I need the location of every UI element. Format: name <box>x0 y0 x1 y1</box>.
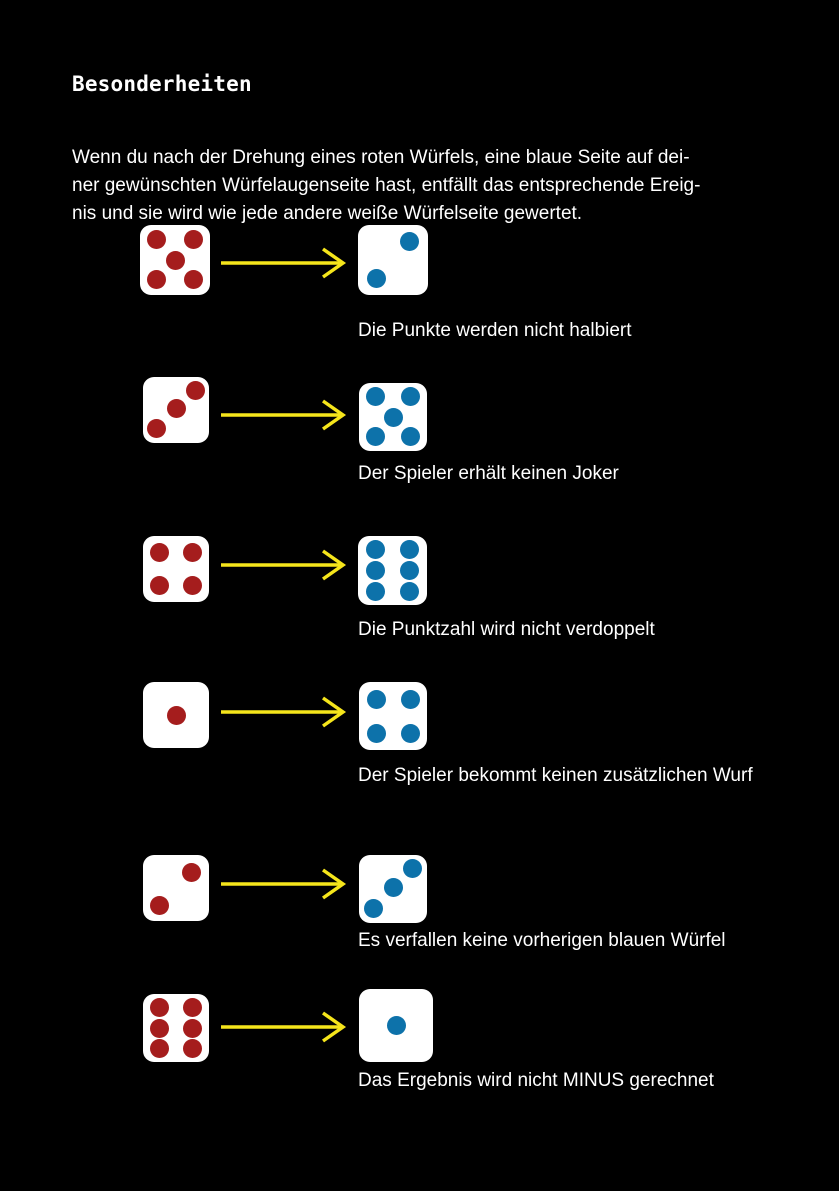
rule-caption: Es verfallen keine vorherigen blauen Würfel <box>358 930 726 951</box>
red-pip <box>183 576 202 595</box>
blue-die-two <box>358 225 428 295</box>
red-pip <box>150 1039 169 1058</box>
arrow-icon <box>219 397 347 433</box>
rule-caption: Das Ergebnis wird nicht MINUS gerechnet <box>358 1070 714 1091</box>
blue-pip <box>401 690 420 709</box>
blue-die-six <box>358 536 427 605</box>
blue-pip <box>367 724 386 743</box>
rule-caption: Der Spieler bekommt keinen zusätzlichen Wurf <box>358 765 753 786</box>
red-pip <box>184 270 203 289</box>
arrow-icon <box>219 1009 347 1045</box>
blue-pip <box>366 387 385 406</box>
red-pip <box>147 270 166 289</box>
blue-pip <box>400 582 419 601</box>
red-pip <box>183 1019 202 1038</box>
intro-line: ner gewünschten Würfelaugenseite hast, entfällt das entsprechende Ereig- <box>72 175 701 196</box>
red-pip <box>150 896 169 915</box>
red-pip <box>183 543 202 562</box>
blue-die-five <box>359 383 427 451</box>
red-pip <box>186 381 205 400</box>
red-pip <box>184 230 203 249</box>
blue-pip <box>401 427 420 446</box>
blue-pip <box>400 540 419 559</box>
blue-pip <box>366 582 385 601</box>
red-die-one <box>143 682 209 748</box>
blue-pip <box>401 387 420 406</box>
red-pip <box>150 543 169 562</box>
red-pip <box>150 576 169 595</box>
blue-pip <box>401 724 420 743</box>
blue-pip <box>400 232 419 251</box>
red-die-three <box>143 377 209 443</box>
intro-text <box>72 144 762 228</box>
blue-pip <box>366 561 385 580</box>
rule-caption: Die Punktzahl wird nicht verdoppelt <box>358 619 655 640</box>
rule-caption: Die Punkte werden nicht halbiert <box>358 320 632 341</box>
red-pip <box>183 998 202 1017</box>
red-pip <box>150 1019 169 1038</box>
red-pip <box>167 399 186 418</box>
blue-die-four <box>359 682 427 750</box>
arrow-icon <box>219 866 347 902</box>
blue-pip <box>367 269 386 288</box>
red-pip <box>166 251 185 270</box>
blue-pip <box>364 899 383 918</box>
blue-pip <box>384 408 403 427</box>
red-pip <box>147 230 166 249</box>
blue-pip <box>403 859 422 878</box>
intro-line: nis und sie wird wie jede andere weiße Würfelseite gewertet. <box>72 203 583 224</box>
blue-pip <box>366 427 385 446</box>
red-pip <box>167 706 186 725</box>
red-pip <box>183 1039 202 1058</box>
red-pip <box>147 419 166 438</box>
rule-caption: Der Spieler erhält keinen Joker <box>358 463 619 484</box>
intro-line: Wenn du nach der Drehung eines roten Würfels, eine blaue Seite auf dei- <box>72 147 690 168</box>
arrow-icon <box>219 547 347 583</box>
arrow-icon <box>219 694 347 730</box>
red-pip <box>150 998 169 1017</box>
red-die-two <box>143 855 209 921</box>
red-pip <box>182 863 201 882</box>
blue-pip <box>387 1016 406 1035</box>
arrow-icon <box>219 245 347 281</box>
blue-die-one <box>359 989 433 1062</box>
blue-pip <box>384 878 403 897</box>
red-die-five <box>140 225 210 295</box>
blue-pip <box>366 540 385 559</box>
blue-pip <box>400 561 419 580</box>
red-die-six <box>143 994 209 1062</box>
blue-die-three <box>359 855 427 923</box>
blue-pip <box>367 690 386 709</box>
red-die-four <box>143 536 209 602</box>
heading: Besonderheiten <box>72 72 252 96</box>
